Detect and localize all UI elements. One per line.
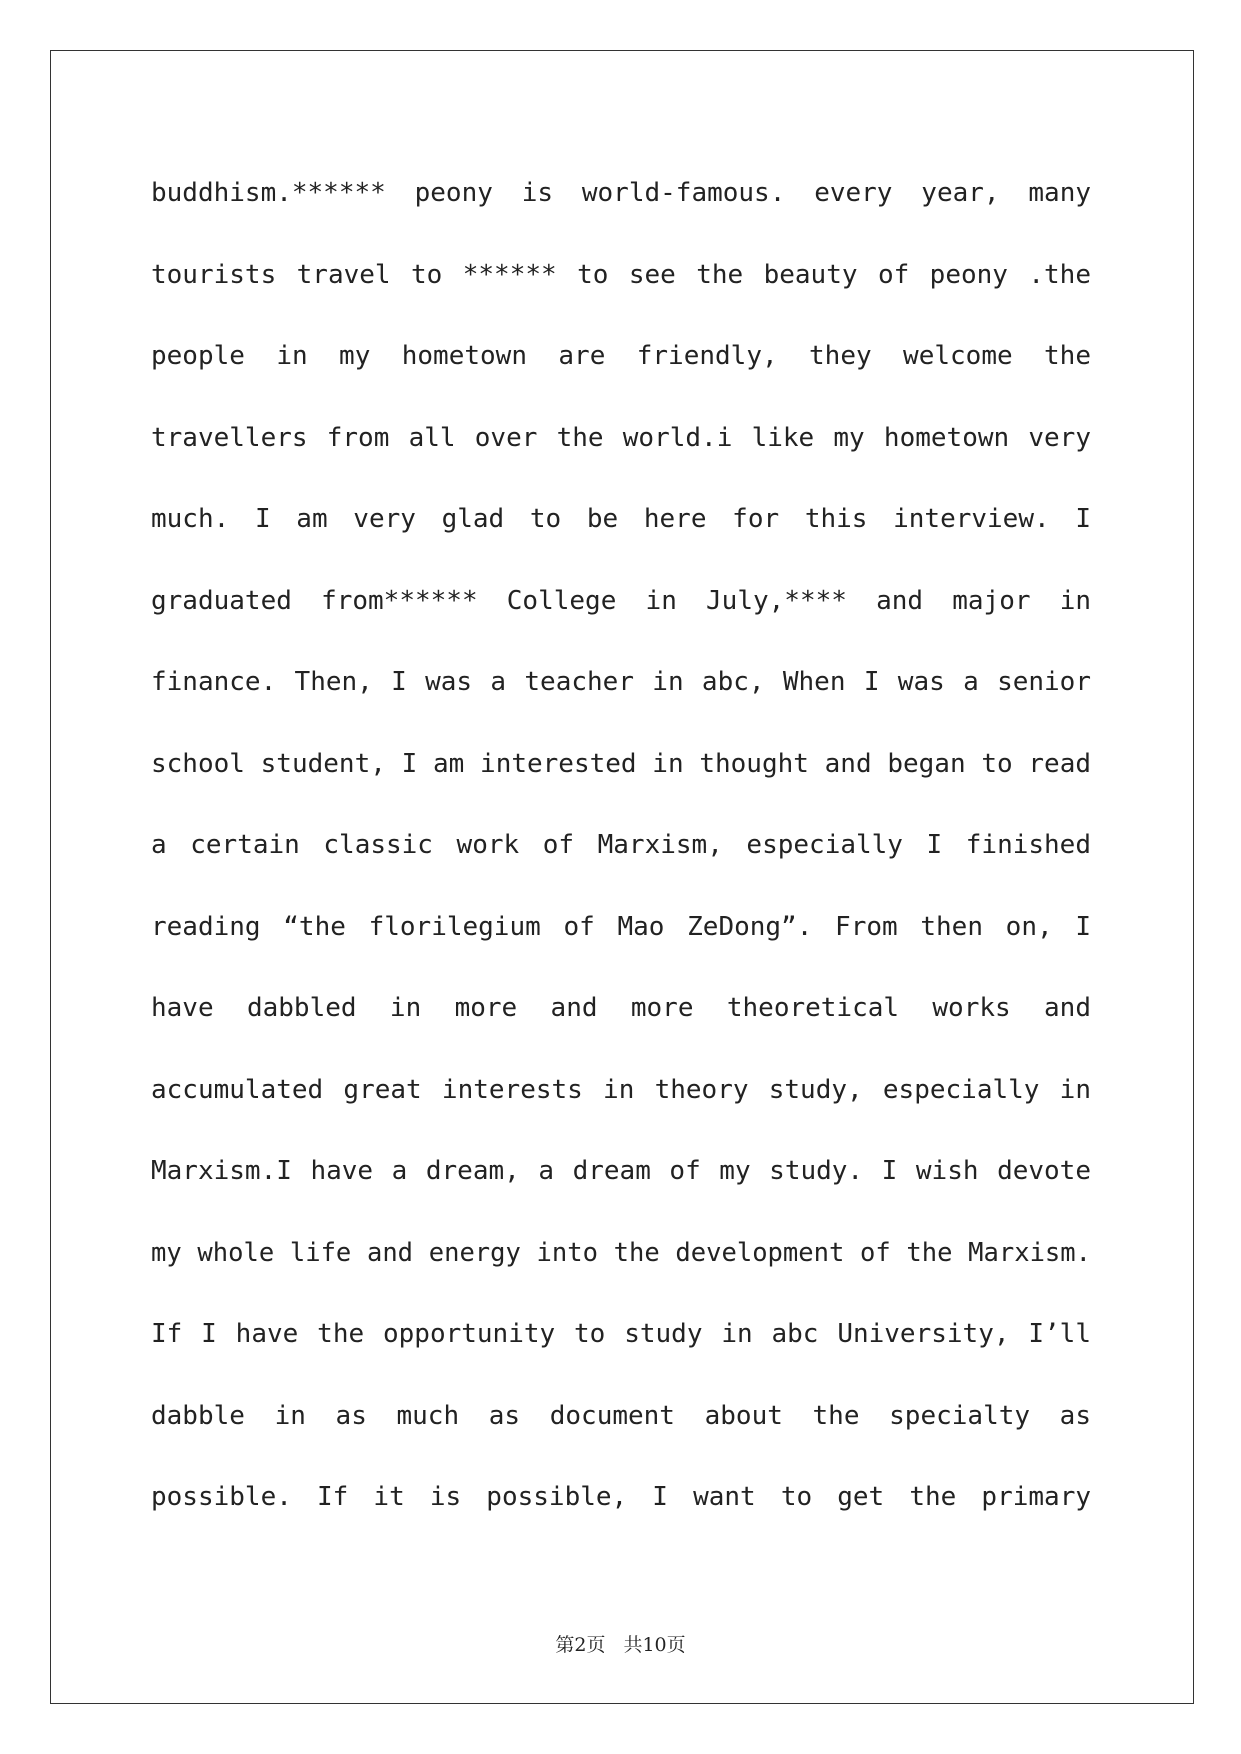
page-total: 共10页 bbox=[623, 1634, 686, 1656]
page-number: 第2页 bbox=[555, 1634, 606, 1656]
page-footer bbox=[0, 1630, 1241, 1657]
text-line: accumulated great interests in theory study, especially in bbox=[151, 1074, 1091, 1105]
text-line: dabble in as much as document about the specialty as bbox=[151, 1400, 1091, 1431]
text-line: people in my hometown are friendly, they welcome the bbox=[151, 341, 1091, 371]
text-line: my whole life and energy into the development of the Marxism. bbox=[151, 1237, 1091, 1268]
text-line: Marxism.I have a dream, a dream of my study. I wish devote bbox=[151, 1156, 1091, 1186]
text-line: travellers from all over the world.i like my hometown very bbox=[151, 422, 1091, 453]
text-line: graduated from****** College in July,**** and major in bbox=[151, 585, 1091, 616]
text-line: finance. Then, I was a teacher in abc, When I was a senior bbox=[151, 667, 1091, 697]
document-body bbox=[151, 158, 1091, 1544]
text-line: buddhism.****** peony is world-famous. every year, many bbox=[151, 178, 1091, 208]
text-line: If I have the opportunity to study in abc University, I’ll bbox=[151, 1319, 1091, 1349]
text-line: much. I am very glad to be here for this interview. I bbox=[151, 504, 1091, 534]
text-line: reading “the florilegium of Mao ZeDong”. From then on, I bbox=[151, 911, 1091, 942]
text-line: school student, I am interested in thought and began to read bbox=[151, 748, 1091, 779]
text-line: a certain classic work of Marxism, especially I finished bbox=[151, 830, 1091, 860]
text-line: tourists travel to ****** to see the beauty of peony .the bbox=[151, 259, 1091, 290]
text-line: possible. If it is possible, I want to get the primary bbox=[151, 1482, 1091, 1512]
text-line: have dabbled in more and more theoretical works and bbox=[151, 993, 1091, 1023]
